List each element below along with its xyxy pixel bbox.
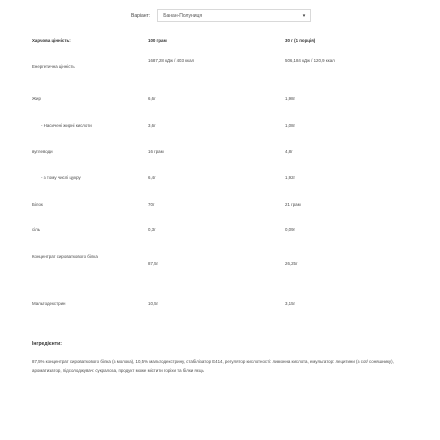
nutrient-per100: 6,6г <box>148 96 156 101</box>
caret-down-icon: ▾ <box>302 12 306 19</box>
nutrition-row <box>32 95 412 122</box>
nutrition-header-per-serving: 30 г (1 порція) <box>285 38 316 43</box>
nutrient-per-serving: 4,8г <box>285 149 293 154</box>
nutrient-per-serving: 1,92г <box>285 175 296 180</box>
nutrient-per-serving: 26,25г <box>285 261 298 266</box>
nutrient-per100: 87,5г <box>148 261 159 266</box>
nutrient-per100: 1687,28 кДж / 403 ккал <box>148 58 195 63</box>
ingredients-title: Інгредієнти: <box>32 341 62 347</box>
nutrient-per-serving: 1,08г <box>285 123 296 128</box>
nutrition-row <box>32 57 412 95</box>
nutrient-name: Енергетична цінність <box>32 64 75 69</box>
nutrition-row <box>32 201 412 226</box>
nutrition-row <box>32 174 412 201</box>
nutrient-name: - з тому числі цукру <box>41 175 81 180</box>
nutrient-per100: 3,6г <box>148 123 156 128</box>
nutrient-name: сіль <box>32 227 41 232</box>
nutrition-row <box>32 148 412 174</box>
nutrient-per-serving: 1,98г <box>285 96 296 101</box>
nutrient-name: Жир <box>32 96 41 101</box>
nutrient-name: - Насичені жирні кислоти <box>41 123 92 128</box>
nutrient-per-serving: 21 грам <box>285 202 301 207</box>
nutrition-row <box>32 300 412 322</box>
nutrient-per100: 6,4г <box>148 175 156 180</box>
nutrition-row <box>32 253 412 300</box>
nutrient-per100: 16 грам <box>148 149 164 154</box>
nutrient-name: Концентрат сироваткового білка <box>32 254 98 259</box>
nutrition-row <box>32 122 412 148</box>
ingredients-text: 87,5% концентрат сироваткового білка (з молока), 10,5% мальтодекстрину, стабілізатор Е414, регулятор кислотності: лимонна кислота, емульгатор: лецитини (з сої/ соняшнику), ароматизатор, підсолоджувач: сукралоза, продукт може містити горіхи та білки яєць <box>32 359 394 373</box>
nutrient-per-serving: 0,09г <box>285 227 296 232</box>
nutrition-header-row <box>32 37 412 57</box>
variant-dropdown[interactable] <box>157 9 311 22</box>
nutrient-per-serving: 506,184 кДж / 120,9 ккал <box>285 58 335 63</box>
nutrient-per100: 0,3г <box>148 227 156 232</box>
nutrient-name: вуглеводи <box>32 149 53 154</box>
nutrient-name: Білок <box>32 202 43 207</box>
variant-selected-value: Банан-Полуниця <box>163 12 203 19</box>
variant-selector <box>131 9 311 22</box>
variant-label: Варіант: <box>131 12 151 19</box>
nutrient-per-serving: 3,15г <box>285 301 296 306</box>
nutrient-per100: 70г <box>148 202 155 207</box>
nutrition-header-name: Харчова цінність: <box>32 38 71 43</box>
nutrition-table <box>32 37 412 322</box>
nutrient-per100: 10,5г <box>148 301 159 306</box>
nutrition-header-per100: 100 грам <box>148 38 167 43</box>
nutrient-name: Мальтодекстрин <box>32 301 66 306</box>
nutrition-row <box>32 226 412 253</box>
